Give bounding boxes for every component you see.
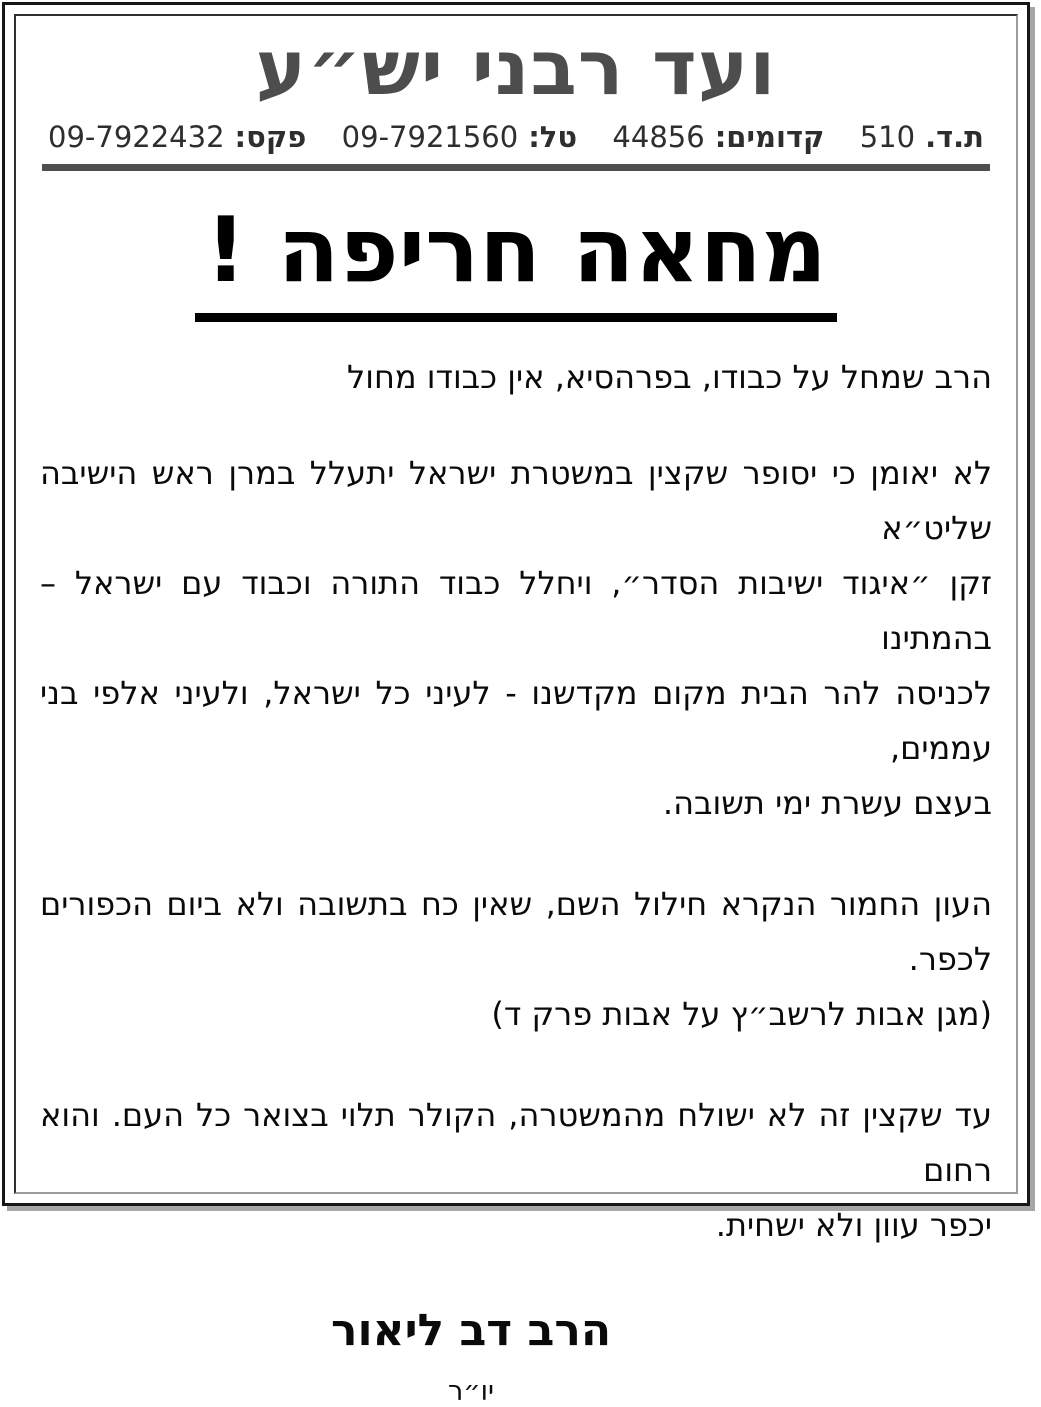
paragraph-line: לכניסה להר הבית מקום מקדשנו - לעיני כל ישראל, ולעיני אלפי בני עממים, [40,673,992,767]
signature-name: הרב דב ליאור [330,1304,612,1356]
paragraph-line: בעצם עשרת ימי תשובה. [662,783,992,822]
city-label: קדומים: [714,119,825,154]
paragraph-line: עד שקצין זה לא ישולח מהמשטרה, הקולר תלוי בצואר כל העם. והוא רחום [40,1095,992,1189]
signature-role: יו״ר [447,1375,495,1407]
fax-value: 09-7922432 [48,119,225,154]
protest-title-wrap [40,197,992,322]
paragraph-closing [40,1088,992,1253]
paragraph-line: (מגן אבות לרשב״ץ על אבות פרק ד) [491,994,992,1033]
phone-value: 09-7921560 [341,119,519,154]
contact-phone [342,120,577,154]
org-title: ועד רבני יש״ע [255,23,777,112]
contact-fax [48,120,306,154]
signature-block [0,1305,947,1407]
pob-label: ת.ד. [925,119,984,154]
fax-label: פקס: [234,119,307,154]
header-divider-rule [42,164,990,171]
inner-frame [14,14,1018,1407]
letterhead [40,23,992,171]
opening-quote-line: הרב שמחל על כבודו, בפרהסיא, אין כבודו מחול [347,357,992,396]
document-page [2,2,1030,1407]
letter-body [40,358,992,1253]
paragraph-quote-source [40,877,992,1042]
pob-value: 510 [859,119,916,154]
paragraph-line: יכפר עוון ולא ישחית. [715,1205,992,1244]
contact-line [48,120,984,154]
paragraph-line: לא יאומן כי יסופר שקצין במשטרת ישראל יתעלל במרן ראש הישיבה שליט״א [40,453,992,547]
phone-label: טל: [528,119,578,154]
city-value: 44856 [612,119,705,154]
contact-pob [860,120,984,154]
protest-title: מחאה חריפה ! [195,205,837,322]
contact-city [612,120,824,154]
paragraph-line: זקן ״איגוד ישיבות הסדר״, ויחלל כבוד התורה וכבוד עם ישראל – בהמתינו [40,563,992,657]
paragraph-line: העון החמור הנקרא חילול השם, שאין כח בתשובה ולא ביום הכפורים לכפר. [40,884,992,978]
paragraph-main [40,446,992,831]
